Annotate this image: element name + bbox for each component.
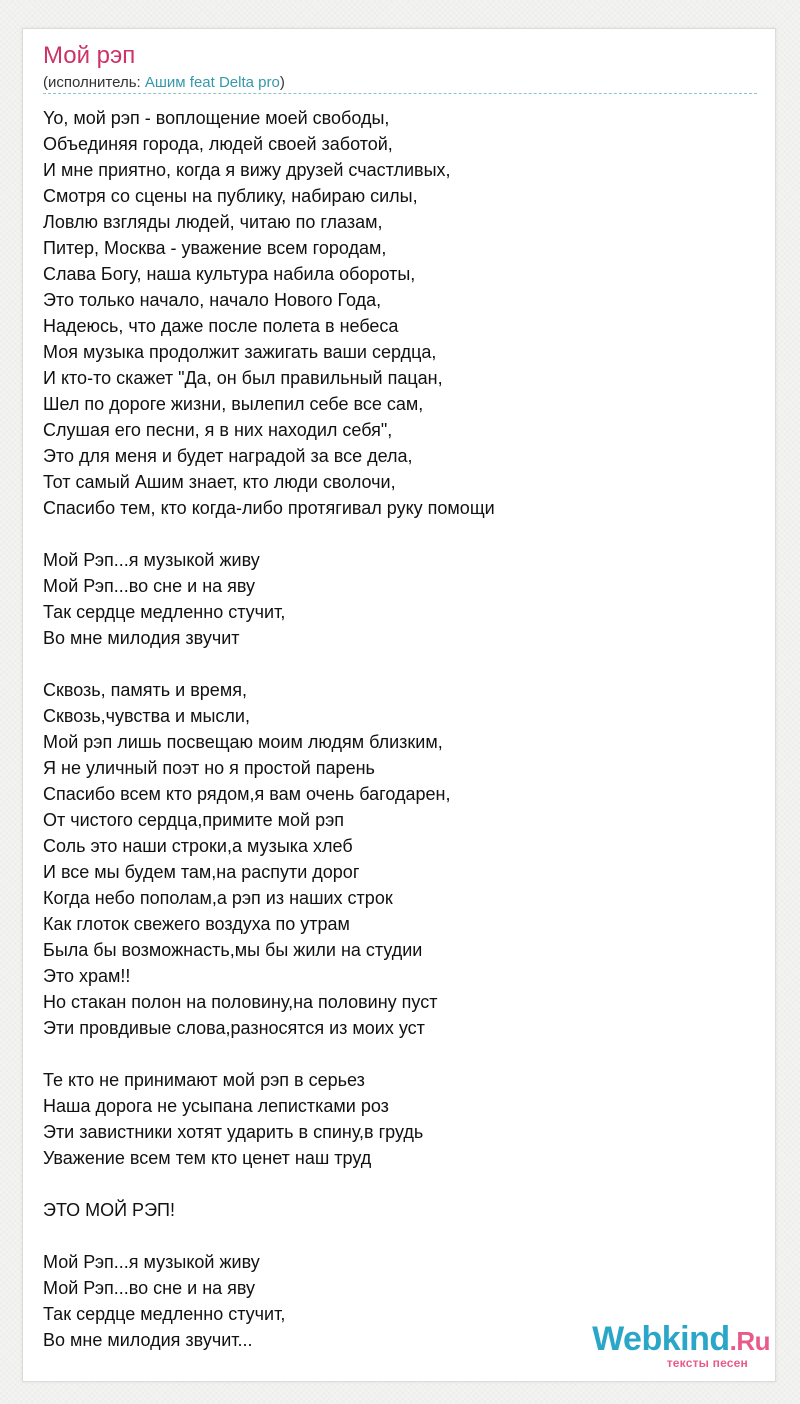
artist-suffix: ) — [279, 74, 285, 91]
stanza-gap — [43, 521, 743, 547]
lyric-line: Я не уличный поэт но я простой парень — [43, 758, 375, 778]
lyric-line: Сквозь,чувства и мысли, — [43, 706, 250, 726]
lyric-line: И кто-то скажет "Да, он был правильный пацан, — [43, 368, 443, 388]
webkind-logo[interactable] — [580, 1320, 770, 1372]
song-title: Мой рэп — [43, 42, 136, 69]
lyric-line: Ловлю взгляды людей, читаю по глазам, — [43, 212, 383, 232]
lyric-line: Мой рэп лишь посвещаю моим людям близким, — [43, 732, 443, 752]
lyric-line: Мой Рэп...во сне и на яву — [43, 1278, 256, 1298]
lyric-line: Это для меня и будет наградой за все дела, — [43, 446, 413, 466]
lyric-line: Была бы возможнасть,мы бы жили на студии — [43, 940, 423, 960]
artist-link[interactable]: Ашим feat Delta pro — [144, 74, 280, 91]
logo-brand: Webkind — [592, 1320, 730, 1358]
lyric-line: Те кто не принимают мой рэп в серьез — [43, 1070, 365, 1090]
lyric-line: Моя музыка продолжит зажигать ваши сердца, — [43, 342, 437, 362]
lyric-line: И все мы будем там,на распути дорог — [43, 862, 360, 882]
lyric-line: Как глоток свежего воздуха по утрам — [43, 914, 350, 934]
lyric-line: Надеюсь, что даже после полета в небеса — [43, 316, 399, 336]
lyric-line: Уважение всем тем кто ценет наш труд — [43, 1148, 372, 1168]
lyric-line: Слушая его песни, я в них находил себя", — [43, 420, 393, 440]
lyrics-text — [43, 105, 743, 1353]
lyric-line: Объединяя города, людей своей заботой, — [43, 134, 393, 154]
logo-wordmark — [592, 1320, 770, 1360]
artist-prefix: (исполнитель: — [43, 74, 145, 91]
lyric-line: От чистого сердца,примите мой рэп — [43, 810, 345, 830]
dashed-divider — [43, 93, 757, 94]
lyric-line: Во мне милодия звучит... — [43, 1330, 253, 1350]
lyric-line: Соль это наши строки,а музыка хлеб — [43, 836, 353, 856]
lyric-line: Наша дорога не усыпана лепистками роз — [43, 1096, 389, 1116]
lyric-line: ЭТО МОЙ РЭП! — [43, 1200, 175, 1220]
lyric-line: Спасибо всем кто рядом,я вам очень багодарен, — [43, 784, 451, 804]
lyric-line: Так сердце медленно стучит, — [43, 1304, 286, 1324]
lyric-line: Это только начало, начало Нового Года, — [43, 290, 382, 310]
lyric-line: Шел по дороге жизни, вылепил себе все сам, — [43, 394, 424, 414]
stanza-gap — [43, 651, 743, 677]
lyric-line: Но стакан полон на половину,на половину пуст — [43, 992, 438, 1012]
lyrics-card — [22, 28, 776, 1382]
lyric-line: Эти завистники хотят ударить в спину,в грудь — [43, 1122, 424, 1142]
lyric-line: Сквозь, память и время, — [43, 680, 247, 700]
lyric-line: Когда небо пополам,а рэп из наших строк — [43, 888, 393, 908]
lyric-line: Мой Рэп...я музыкой живу — [43, 550, 260, 570]
lyric-line: Так сердце медленно стучит, — [43, 602, 286, 622]
lyric-line: Во мне милодия звучит — [43, 628, 240, 648]
lyric-line: Мой Рэп...я музыкой живу — [43, 1252, 260, 1272]
logo-tagline: тексты песен — [666, 1356, 748, 1370]
stanza-gap — [43, 1171, 743, 1197]
lyric-line: Смотря со сцены на публику, набираю силы, — [43, 186, 418, 206]
lyric-line: Спасибо тем, кто когда-либо протягивал руку помощи — [43, 498, 495, 518]
lyric-line: Это храм!! — [43, 966, 131, 986]
artist-line — [43, 73, 285, 93]
lyric-line: Тот самый Ашим знает, кто люди сволочи, — [43, 472, 396, 492]
lyric-line: Эти провдивые слова,разносятся из моих уст — [43, 1018, 425, 1038]
logo-tld: .Ru — [729, 1326, 770, 1356]
stanza-gap — [43, 1041, 743, 1067]
lyric-line: Питер, Москва - уважение всем городам, — [43, 238, 387, 258]
lyric-line: Мой Рэп...во сне и на яву — [43, 576, 256, 596]
stanza-gap — [43, 1223, 743, 1249]
lyric-line: Yo, мой рэп - воплощение моей свободы, — [43, 108, 390, 128]
lyric-line: Слава Богу, наша культура набила обороты, — [43, 264, 416, 284]
lyric-line: И мне приятно, когда я вижу друзей счастливых, — [43, 160, 451, 180]
